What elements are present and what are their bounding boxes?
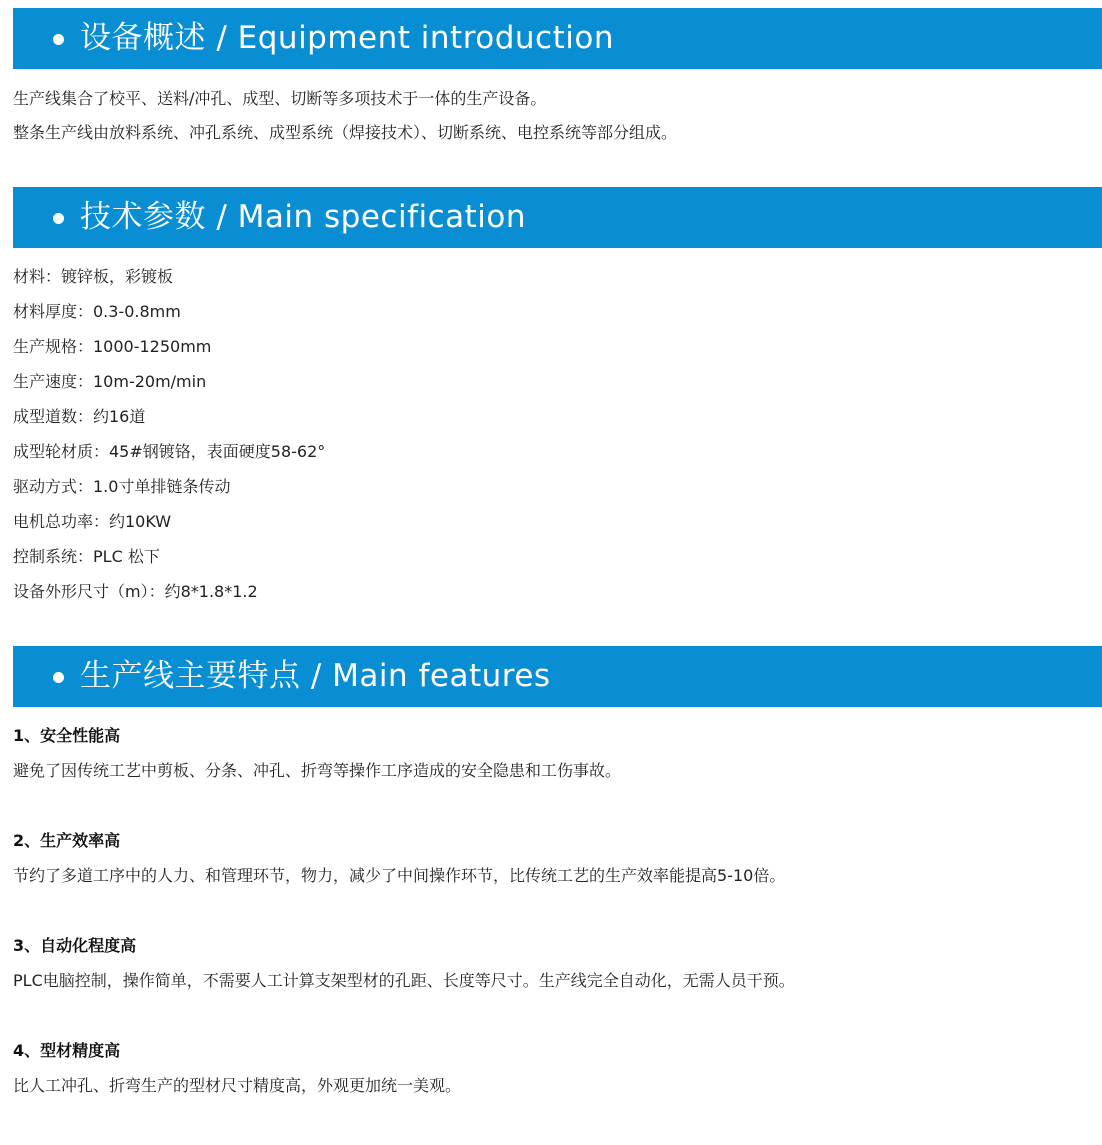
- spec-line: 控制系统：PLC 松下: [13, 547, 160, 566]
- intro-line: 整条生产线由放料系统、冲孔系统、成型系统（焊接技术）、切断系统、电控系统等部分组成。: [13, 123, 678, 142]
- spec-line: 材料：镀锌板，彩镀板: [13, 267, 174, 286]
- feature-text: PLC电脑控制，操作简单，不需要人工计算支架型材的孔距、长度等尺寸。生产线完全自动化，无需人员干预。: [13, 971, 795, 990]
- spec-line: 设备外形尺寸（m）：约8*1.8*1.2: [13, 582, 258, 601]
- feature-heading: 3、自动化程度高: [13, 936, 137, 955]
- spec-line: 生产速度：10m-20m/min: [13, 372, 207, 391]
- bullet-dot-icon: [53, 672, 64, 683]
- section-banner-main-specification: [13, 187, 1102, 248]
- spec-line: 电机总功率：约10KW: [13, 512, 172, 531]
- spec-line: 成型道数：约16道: [13, 407, 146, 426]
- feature-heading: 4、型材精度高: [13, 1041, 121, 1060]
- section-title: 生产线主要特点 / Main features: [80, 658, 551, 694]
- section-banner-equipment-introduction: [13, 8, 1102, 69]
- section-banner-main-features: [13, 646, 1102, 707]
- feature-text: 节约了多道工序中的人力、和管理环节，物力，减少了中间操作环节，比传统工艺的生产效率能提高5-10倍。: [13, 866, 786, 885]
- spec-line: 生产规格：1000-1250mm: [13, 337, 212, 356]
- bullet-dot-icon: [53, 213, 64, 224]
- spec-line: 驱动方式：1.0寸单排链条传动: [13, 477, 231, 496]
- feature-text: 避免了因传统工艺中剪板、分条、冲孔、折弯等操作工序造成的安全隐患和工伤事故。: [13, 761, 622, 780]
- intro-line: 生产线集合了校平、送料/冲孔、成型、切断等多项技术于一体的生产设备。: [13, 89, 547, 108]
- section-title: 技术参数 / Main specification: [80, 199, 527, 235]
- feature-text: 比人工冲孔、折弯生产的型材尺寸精度高，外观更加统一美观。: [13, 1076, 462, 1095]
- section-title: 设备概述 / Equipment introduction: [80, 20, 614, 56]
- bullet-dot-icon: [53, 34, 64, 45]
- spec-line: 材料厚度：0.3-0.8mm: [13, 302, 181, 321]
- feature-heading: 2、生产效率高: [13, 831, 121, 850]
- feature-heading: 1、安全性能高: [13, 726, 121, 745]
- spec-line: 成型轮材质：45#钢镀铬，表面硬度58-62°: [13, 442, 326, 461]
